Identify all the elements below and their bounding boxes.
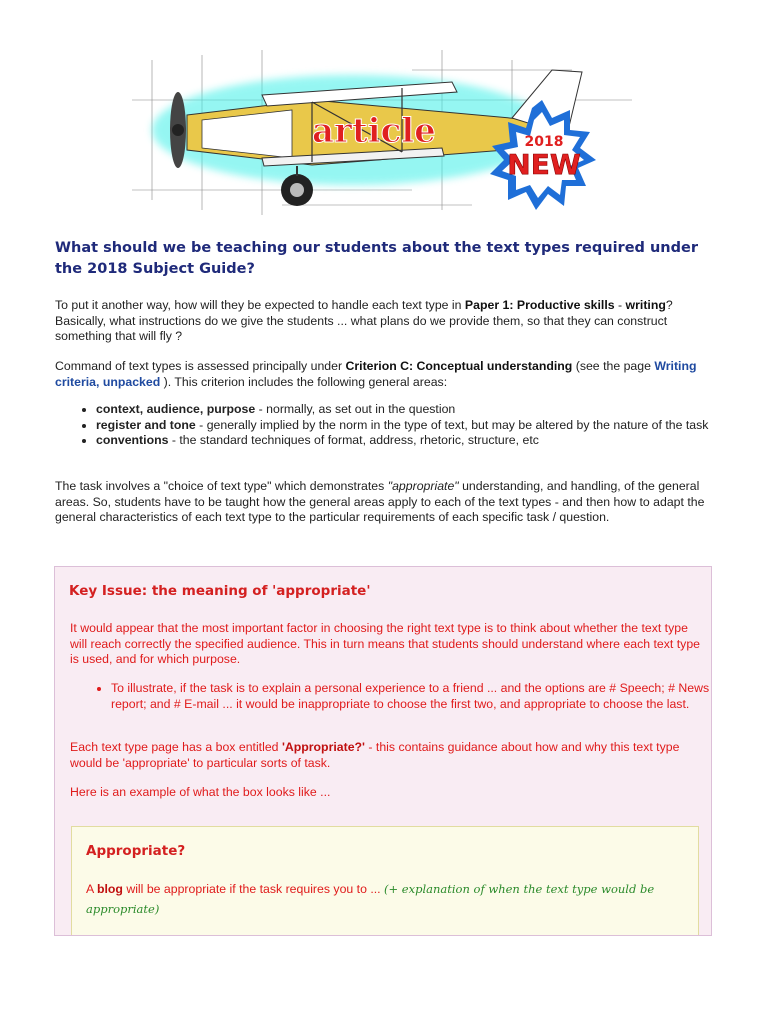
list-item: • To illustrate, if the task is to explain a personal experience to a friend ... and the options are # Speech; # News report; and # E-mail ... it would be inappropriate to choose the first two, and appropriate to choose the last. [111,681,712,712]
svg-text:2018: 2018 [524,134,564,150]
key-issue-box [54,566,712,936]
appropriate-example-box [71,826,699,936]
key-issue-paragraph: It would appear that the most important factor in choosing the right text type is to think about whether the text type will reach correctly the specified audience. This in turn means that students should understand where each text type is used, and for which purpose. [70,621,700,666]
appropriate-box-title: Appropriate? [86,843,186,859]
list-item: • register and tone - generally implied by the norm in the type of text, but may be altered by the nature of the task [96,418,756,434]
task-paragraph: The task involves a "choice of text type" which demonstrates "appropriate" understanding, and handling, of the general areas. So, students have to be taught how the general areas apply to each of the text types - and then how to adapt the general characteristics of each text type to the particular requirements of each specific task / question. [55,479,705,524]
key-issue-list [70,681,712,712]
list-item: • conventions - the standard techniques of format, address, rhetoric, structure, etc [96,433,756,449]
intro-paragraph: To put it another way, how will they be expected to handle each text type in Paper 1: Productive skills - writing? Basically, what instructions do we give the students ... what plans do we provide them, so that they can construct something that will fly ? [55,298,673,343]
list-item: • context, audience, purpose - normally, as set out in the question [96,402,756,418]
criterion-paragraph: Command of text types is assessed principally under Criterion C: Conceptual understanding (see the page Writing criteria, unpacked ). This criterion includes the following general areas: [55,359,697,389]
key-issue-title: Key Issue: the meaning of 'appropriate' [69,583,371,599]
page-title: What should we be teaching our students about the text types required under the 2018 Subject Guide? [55,240,698,277]
svg-text:NEW: NEW [507,148,581,181]
appropriate-explanation: Each text type page has a box entitled 'Appropriate?' - this contains guidance about how and why this text type would be 'appropriate' to particular sorts of task. [70,740,680,770]
appropriate-box-text: A blog will be appropriate if the task requires you to ... (+ explanation of when the text type would be appropriate) [86,882,655,916]
biplane-article-illustration [112,40,652,228]
general-areas-list [55,402,756,449]
article-word: article [312,111,436,151]
writing-criteria-link[interactable]: Writing criteria, unpacked [55,359,697,389]
propeller-icon [170,92,186,168]
example-intro: Here is an example of what the box looks like ... [70,785,331,799]
